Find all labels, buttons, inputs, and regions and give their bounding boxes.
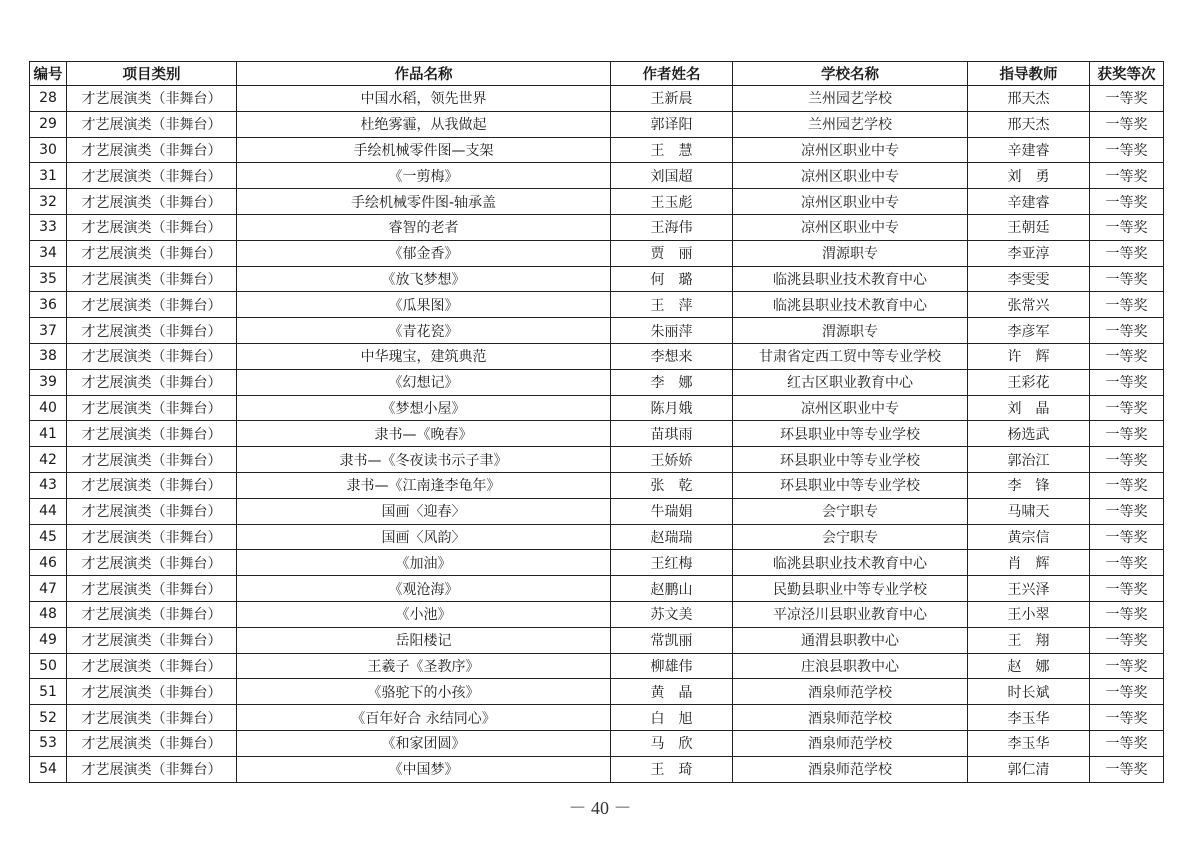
cell-award-level: 一等奖 [1090,318,1164,344]
cell-number: 46 [30,550,67,576]
cell-school: 环县职业中等专业学校 [733,447,968,473]
cell-school: 酒泉师范学校 [733,756,968,782]
cell-number: 41 [30,421,67,447]
cell-work-title: 《骆驼下的小孩》 [237,679,611,705]
cell-category: 才艺展演类（非舞台） [67,189,237,215]
cell-work-title: 《中国梦》 [237,756,611,782]
header-cell-school: 学校名称 [733,62,968,86]
cell-work-title: 中国水稻，领先世界 [237,86,611,112]
cell-school: 红古区职业教育中心 [733,369,968,395]
cell-work-title: 国画〈迎春〉 [237,498,611,524]
cell-teacher: 王彩花 [968,369,1090,395]
cell-award-level: 一等奖 [1090,756,1164,782]
cell-work-title: 《郁金香》 [237,240,611,266]
cell-number: 34 [30,240,67,266]
cell-category: 才艺展演类（非舞台） [67,369,237,395]
cell-author: 王海伟 [611,214,733,240]
cell-award-level: 一等奖 [1090,421,1164,447]
cell-author: 朱丽萍 [611,318,733,344]
cell-number: 30 [30,137,67,163]
cell-school: 凉州区职业中专 [733,163,968,189]
cell-work-title: 杜绝雾霾，从我做起 [237,111,611,137]
cell-author: 苏文美 [611,601,733,627]
cell-work-title: 《和家团圆》 [237,730,611,756]
table-row [30,498,1164,524]
cell-teacher: 李彦军 [968,318,1090,344]
cell-number: 29 [30,111,67,137]
cell-award-level: 一等奖 [1090,137,1164,163]
cell-award-level: 一等奖 [1090,395,1164,421]
cell-school: 兰州园艺学校 [733,111,968,137]
cell-number: 43 [30,472,67,498]
cell-category: 才艺展演类（非舞台） [67,730,237,756]
cell-number: 54 [30,756,67,782]
cell-category: 才艺展演类（非舞台） [67,240,237,266]
cell-number: 36 [30,292,67,318]
table-row [30,447,1164,473]
cell-award-level: 一等奖 [1090,292,1164,318]
cell-school: 通渭县职教中心 [733,627,968,653]
cell-award-level: 一等奖 [1090,705,1164,731]
cell-teacher: 郭治江 [968,447,1090,473]
cell-work-title: 《瓜果图》 [237,292,611,318]
cell-author: 王新晨 [611,86,733,112]
cell-author: 王 萍 [611,292,733,318]
table-row [30,266,1164,292]
cell-award-level: 一等奖 [1090,240,1164,266]
cell-award-level: 一等奖 [1090,472,1164,498]
table-row [30,730,1164,756]
cell-category: 才艺展演类（非舞台） [67,653,237,679]
cell-number: 44 [30,498,67,524]
award-table-body [30,86,1164,783]
cell-school: 临洮县职业技术教育中心 [733,292,968,318]
cell-category: 才艺展演类（非舞台） [67,163,237,189]
cell-award-level: 一等奖 [1090,653,1164,679]
cell-award-level: 一等奖 [1090,498,1164,524]
cell-author: 常凯丽 [611,627,733,653]
table-row [30,395,1164,421]
table-header-row [30,62,1164,86]
cell-number: 37 [30,318,67,344]
cell-work-title: 隶书—《冬夜读书示子聿》 [237,447,611,473]
cell-school: 凉州区职业中专 [733,189,968,215]
cell-teacher: 辛建睿 [968,189,1090,215]
cell-author: 陈月娥 [611,395,733,421]
cell-school: 环县职业中等专业学校 [733,472,968,498]
cell-school: 凉州区职业中专 [733,214,968,240]
cell-school: 会宁职专 [733,498,968,524]
cell-award-level: 一等奖 [1090,550,1164,576]
cell-number: 50 [30,653,67,679]
cell-teacher: 邢天杰 [968,86,1090,112]
cell-school: 平凉泾川县职业教育中心 [733,601,968,627]
cell-author: 王 慧 [611,137,733,163]
cell-award-level: 一等奖 [1090,343,1164,369]
cell-school: 渭源职专 [733,240,968,266]
cell-work-title: 《一剪梅》 [237,163,611,189]
cell-author: 王玉彪 [611,189,733,215]
cell-work-title: 《观沧海》 [237,576,611,602]
header-cell-category: 项目类别 [67,62,237,86]
cell-award-level: 一等奖 [1090,627,1164,653]
header-cell-number: 编号 [30,62,67,86]
cell-teacher: 辛建睿 [968,137,1090,163]
cell-category: 才艺展演类（非舞台） [67,576,237,602]
cell-school: 甘肃省定西工贸中等专业学校 [733,343,968,369]
cell-category: 才艺展演类（非舞台） [67,550,237,576]
cell-school: 酒泉师范学校 [733,679,968,705]
cell-award-level: 一等奖 [1090,576,1164,602]
cell-award-level: 一等奖 [1090,214,1164,240]
cell-category: 才艺展演类（非舞台） [67,601,237,627]
table-row [30,189,1164,215]
cell-school: 临洮县职业技术教育中心 [733,266,968,292]
cell-teacher: 时长斌 [968,679,1090,705]
cell-author: 白 旭 [611,705,733,731]
table-row [30,627,1164,653]
cell-teacher: 赵 娜 [968,653,1090,679]
cell-award-level: 一等奖 [1090,730,1164,756]
cell-number: 39 [30,369,67,395]
cell-work-title: 隶书—《江南逢李龟年》 [237,472,611,498]
cell-teacher: 王小翠 [968,601,1090,627]
cell-number: 52 [30,705,67,731]
cell-teacher: 王兴泽 [968,576,1090,602]
cell-teacher: 杨选武 [968,421,1090,447]
header-cell-work-title: 作品名称 [237,62,611,86]
table-row [30,214,1164,240]
table-row [30,163,1164,189]
cell-number: 49 [30,627,67,653]
cell-work-title: 手绘机械零件图-轴承盖 [237,189,611,215]
cell-category: 才艺展演类（非舞台） [67,86,237,112]
table-row [30,240,1164,266]
cell-work-title: 中华瑰宝，建筑典范 [237,343,611,369]
cell-category: 才艺展演类（非舞台） [67,421,237,447]
cell-teacher: 李玉华 [968,730,1090,756]
cell-work-title: 《小池》 [237,601,611,627]
cell-author: 赵鹏山 [611,576,733,602]
cell-category: 才艺展演类（非舞台） [67,756,237,782]
cell-number: 28 [30,86,67,112]
cell-work-title: 《幻想记》 [237,369,611,395]
header-cell-author: 作者姓名 [611,62,733,86]
cell-work-title: 手绘机械零件图—支架 [237,137,611,163]
table-row [30,343,1164,369]
cell-author: 黄 晶 [611,679,733,705]
table-row [30,369,1164,395]
cell-school: 凉州区职业中专 [733,137,968,163]
cell-number: 35 [30,266,67,292]
table-row [30,679,1164,705]
cell-author: 何 璐 [611,266,733,292]
cell-school: 民勤县职业中等专业学校 [733,576,968,602]
cell-teacher: 王朝廷 [968,214,1090,240]
table-row [30,550,1164,576]
cell-author: 贾 丽 [611,240,733,266]
cell-school: 庄浪县职教中心 [733,653,968,679]
cell-category: 才艺展演类（非舞台） [67,498,237,524]
cell-category: 才艺展演类（非舞台） [67,137,237,163]
cell-number: 33 [30,214,67,240]
cell-author: 李想来 [611,343,733,369]
cell-work-title: 岳阳楼记 [237,627,611,653]
cell-award-level: 一等奖 [1090,369,1164,395]
table-row [30,472,1164,498]
cell-category: 才艺展演类（非舞台） [67,705,237,731]
table-row [30,421,1164,447]
cell-teacher: 许 辉 [968,343,1090,369]
cell-teacher: 邢天杰 [968,111,1090,137]
table-row [30,756,1164,782]
cell-category: 才艺展演类（非舞台） [67,472,237,498]
cell-author: 郭译阳 [611,111,733,137]
award-table [29,61,1164,783]
cell-author: 王红梅 [611,550,733,576]
cell-teacher: 王 翔 [968,627,1090,653]
cell-school: 凉州区职业中专 [733,395,968,421]
cell-school: 临洮县职业技术教育中心 [733,550,968,576]
cell-work-title: 睿智的老者 [237,214,611,240]
cell-author: 柳雄伟 [611,653,733,679]
cell-number: 51 [30,679,67,705]
cell-school: 酒泉师范学校 [733,730,968,756]
page-number: － 40 － [568,798,632,818]
cell-award-level: 一等奖 [1090,601,1164,627]
cell-school: 环县职业中等专业学校 [733,421,968,447]
cell-author: 王娇娇 [611,447,733,473]
cell-award-level: 一等奖 [1090,447,1164,473]
cell-author: 牛瑞娟 [611,498,733,524]
cell-category: 才艺展演类（非舞台） [67,111,237,137]
cell-work-title: 《加油》 [237,550,611,576]
cell-number: 38 [30,343,67,369]
cell-teacher: 李玉华 [968,705,1090,731]
cell-number: 31 [30,163,67,189]
cell-work-title: 隶书—《晚春》 [237,421,611,447]
cell-number: 53 [30,730,67,756]
cell-author: 王 琦 [611,756,733,782]
cell-award-level: 一等奖 [1090,189,1164,215]
cell-category: 才艺展演类（非舞台） [67,447,237,473]
cell-school: 会宁职专 [733,524,968,550]
table-row [30,653,1164,679]
cell-number: 45 [30,524,67,550]
cell-teacher: 刘 晶 [968,395,1090,421]
cell-award-level: 一等奖 [1090,524,1164,550]
table-row [30,705,1164,731]
cell-award-level: 一等奖 [1090,266,1164,292]
cell-number: 32 [30,189,67,215]
cell-teacher: 李雯雯 [968,266,1090,292]
cell-category: 才艺展演类（非舞台） [67,627,237,653]
table-row [30,111,1164,137]
cell-category: 才艺展演类（非舞台） [67,266,237,292]
cell-author: 李 娜 [611,369,733,395]
table-row [30,524,1164,550]
cell-author: 赵瑞瑞 [611,524,733,550]
cell-school: 兰州园艺学校 [733,86,968,112]
cell-teacher: 郭仁清 [968,756,1090,782]
cell-teacher: 肖 辉 [968,550,1090,576]
table-row [30,576,1164,602]
cell-teacher: 马啸天 [968,498,1090,524]
cell-work-title: 王羲子《圣教序》 [237,653,611,679]
cell-award-level: 一等奖 [1090,163,1164,189]
cell-category: 才艺展演类（非舞台） [67,343,237,369]
cell-award-level: 一等奖 [1090,86,1164,112]
cell-category: 才艺展演类（非舞台） [67,214,237,240]
table-row [30,137,1164,163]
cell-teacher: 李亚淳 [968,240,1090,266]
cell-work-title: 《百年好合 永结同心》 [237,705,611,731]
header-cell-award-level: 获奖等次 [1090,62,1164,86]
table-row [30,318,1164,344]
cell-number: 42 [30,447,67,473]
header-cell-teacher: 指导教师 [968,62,1090,86]
cell-author: 刘国超 [611,163,733,189]
cell-school: 渭源职专 [733,318,968,344]
cell-teacher: 刘 勇 [968,163,1090,189]
cell-category: 才艺展演类（非舞台） [67,318,237,344]
cell-number: 47 [30,576,67,602]
table-row [30,292,1164,318]
cell-category: 才艺展演类（非舞台） [67,292,237,318]
cell-work-title: 国画〈风韵〉 [237,524,611,550]
cell-category: 才艺展演类（非舞台） [67,524,237,550]
cell-author: 苗琪雨 [611,421,733,447]
cell-award-level: 一等奖 [1090,111,1164,137]
cell-number: 48 [30,601,67,627]
cell-teacher: 张常兴 [968,292,1090,318]
cell-school: 酒泉师范学校 [733,705,968,731]
table-row [30,601,1164,627]
table-row [30,86,1164,112]
cell-teacher: 李 锋 [968,472,1090,498]
cell-award-level: 一等奖 [1090,679,1164,705]
cell-teacher: 黄宗信 [968,524,1090,550]
cell-category: 才艺展演类（非舞台） [67,395,237,421]
cell-category: 才艺展演类（非舞台） [67,679,237,705]
cell-number: 40 [30,395,67,421]
cell-author: 张 乾 [611,472,733,498]
cell-author: 马 欣 [611,730,733,756]
cell-work-title: 《放飞梦想》 [237,266,611,292]
cell-work-title: 《青花瓷》 [237,318,611,344]
award-list-sheet [29,61,1164,783]
cell-work-title: 《梦想小屋》 [237,395,611,421]
